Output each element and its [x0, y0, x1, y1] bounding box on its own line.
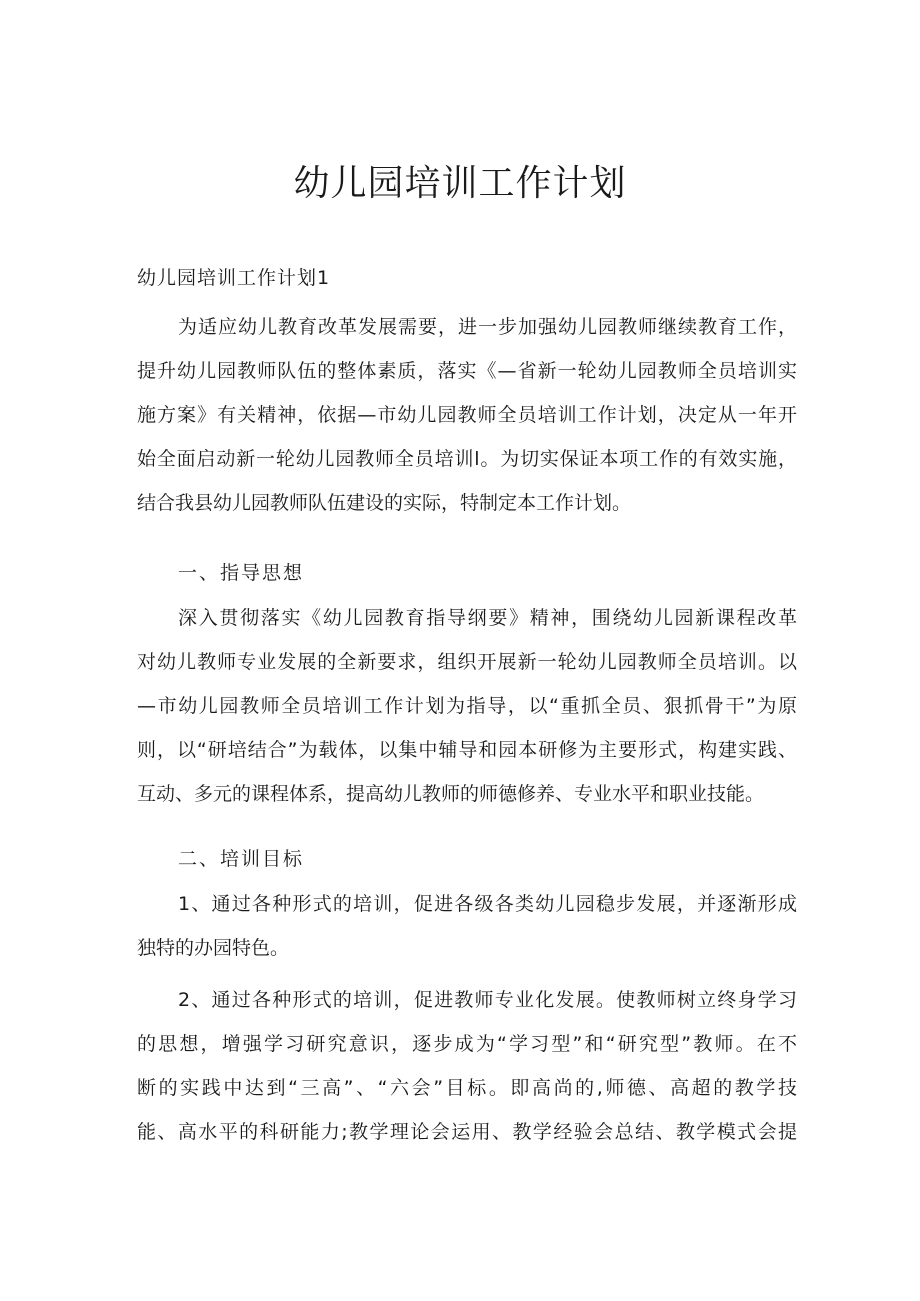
- paragraph-line: 1、通过各种形式的培训，促进各级各类幼儿园稳步发展，并逐渐形成: [178, 893, 797, 915]
- section-heading-training-goals: 二、培训目标: [178, 848, 305, 870]
- paragraph-line: —市幼儿园教师全员培训工作计划为指导，以“重抓全员、狠抓骨干”为原: [137, 695, 797, 717]
- intro-line: 提升幼儿园教师队伍的整体素质，落实《—省新一轮幼儿园教师全员培训实: [137, 360, 797, 382]
- goal-1-paragraph: [137, 882, 797, 970]
- document-subtitle: 幼儿园培训工作计划1: [137, 267, 331, 289]
- paragraph-line: 互动、多元的课程体系，提高幼儿教师的师德修养、专业水平和职业技能。: [137, 783, 765, 805]
- paragraph-line: 深入贯彻落实《幼儿园教育指导纲要》精神，围绕幼儿园新课程改革: [178, 607, 797, 629]
- paragraph-line: 独特的办园特色。: [137, 937, 290, 959]
- goal-2-paragraph: [137, 978, 797, 1154]
- paragraph-line: 2、通过各种形式的培训，促进教师专业化发展。使教师树立终身学习: [178, 989, 797, 1011]
- paragraph-line: 的思想，增强学习研究意识，逐步成为“学习型”和“研究型”教师。在不: [137, 1033, 797, 1055]
- intro-line: 结合我县幼儿园教师队伍建设的实际，特制定本工作计划。: [137, 492, 632, 514]
- intro-line: 施方案》有关精神，依据—市幼儿园教师全员培训工作计划，决定从一年开: [137, 404, 797, 426]
- guiding-ideology-paragraph: [137, 596, 797, 816]
- document-title: 幼儿园培训工作计划: [293, 163, 627, 204]
- intro-paragraph: [137, 305, 797, 525]
- intro-line: 始全面启动新一轮幼儿园教师全员培训l。为切实保证本项工作的有效实施，: [137, 448, 797, 470]
- section-heading-guiding-ideology: 一、指导思想: [178, 562, 305, 584]
- paragraph-line: 对幼儿教师专业发展的全新要求，组织开展新一轮幼儿园教师全员培训。以: [137, 651, 797, 673]
- paragraph-line: 断的实践中达到“三高”、“六会”目标。即高尚的,师德、高超的教学技: [137, 1077, 797, 1099]
- paragraph-line: 能、高水平的科研能力;教学理论会运用、教学经验会总结、教学模式会提: [137, 1121, 797, 1143]
- paragraph-line: 则，以“研培结合”为载体，以集中辅导和园本研修为主要形式，构建实践、: [137, 739, 797, 761]
- intro-line: 为适应幼儿教育改革发展需要，进一步加强幼儿园教师继续教育工作，: [178, 316, 797, 338]
